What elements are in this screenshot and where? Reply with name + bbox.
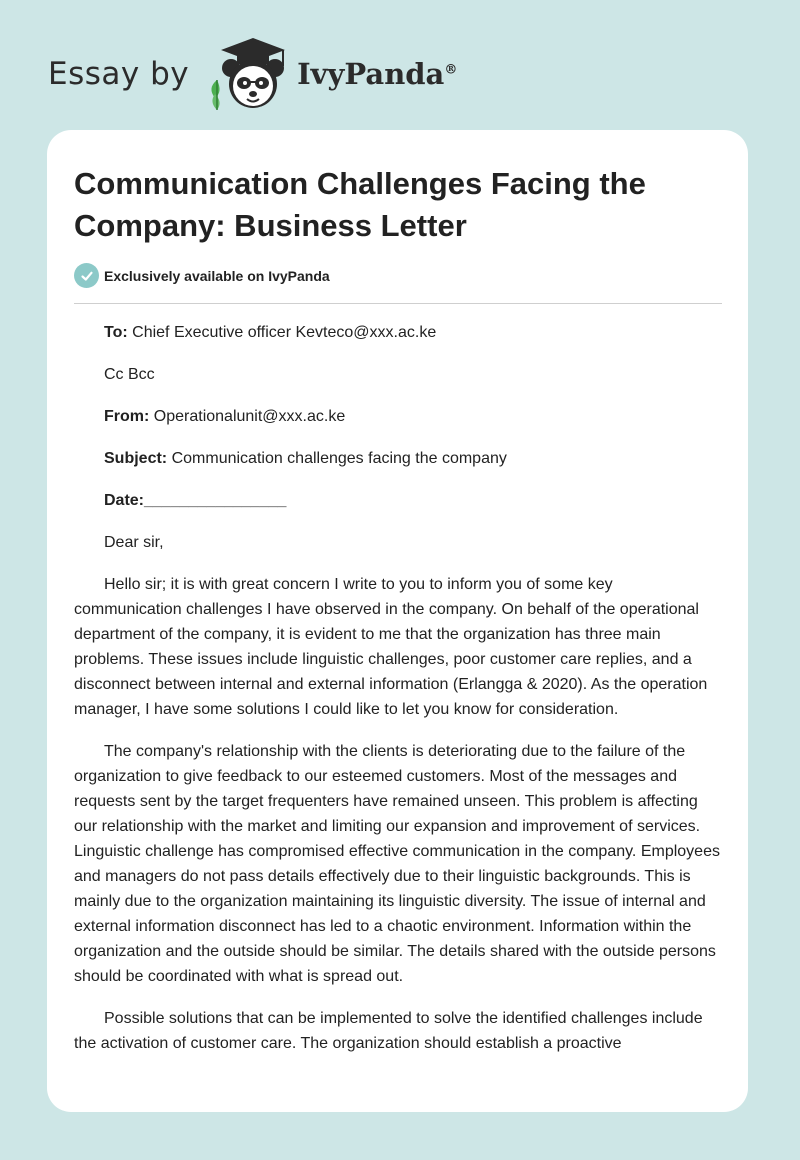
to-label: To:	[104, 324, 128, 341]
cc-line: Cc Bcc	[104, 366, 155, 383]
exclusive-label: Exclusively available on IvyPanda	[104, 267, 330, 284]
to-line	[74, 320, 724, 345]
subject-label: Subject:	[104, 450, 168, 467]
paragraph: Possible solutions that can be implemented to solve the identified challenges include the activation of customer care. The organization should establish a proactive	[74, 1010, 703, 1052]
exclusive-badge	[74, 263, 330, 288]
from-line	[74, 404, 724, 429]
essay-card	[47, 130, 748, 1112]
brand-prefix: Essay by	[48, 56, 190, 92]
panda-logo-icon	[203, 36, 295, 112]
page-title: Communication Challenges Facing the Company: Business Letter	[74, 166, 646, 243]
brand-name: IvyPanda®	[297, 57, 458, 91]
from-label: From:	[104, 408, 150, 425]
check-icon	[74, 263, 99, 288]
from-value: Operationalunit@xxx.ac.ke	[153, 408, 346, 425]
date-line	[74, 488, 724, 513]
letter-body	[74, 320, 724, 1073]
date-label: Date:________________	[104, 492, 287, 509]
paragraph: Hello sir; it is with great concern I write to you to inform you of some key communication challenges I have observed in the company. On behalf of the operational department of the company, it is evident to me that the organization has three main problems. These issues include linguistic challenges, poor customer care replies, and a disconnect between internal and external information (Erlangga & 2020). As the operation manager, I have some solutions I could like to let you know for consideration.	[74, 576, 708, 718]
subject-line	[74, 446, 724, 471]
to-value: Chief Executive officer Kevteco@xxx.ac.ke	[132, 324, 437, 341]
divider	[74, 303, 722, 304]
brand-header[interactable]	[48, 36, 457, 112]
trademark-mark: ®	[444, 62, 458, 78]
paragraph: The company's relationship with the clients is deteriorating due to the failure of the organization to give feedback to our esteemed customers. Most of the messages and requests sent by the target frequenters have remained unseen. This problem is affecting our relationship with the market and limiting our expansion and improvement of services. Linguistic challenge has compromised effective communication in the company. Employees and managers do not pass details effectively due to their linguistic backgrounds. This is mainly due to the organization maintaining its linguistic diversity. The issue of internal and external information disconnect has led to a chaotic environment. Information within the organization and the outside should be similar. The details shared with the outside persons should be coordinated with what is spread out.	[74, 743, 720, 985]
salutation: Dear sir,	[104, 534, 164, 551]
subject-value: Communication challenges facing the company	[171, 450, 507, 467]
